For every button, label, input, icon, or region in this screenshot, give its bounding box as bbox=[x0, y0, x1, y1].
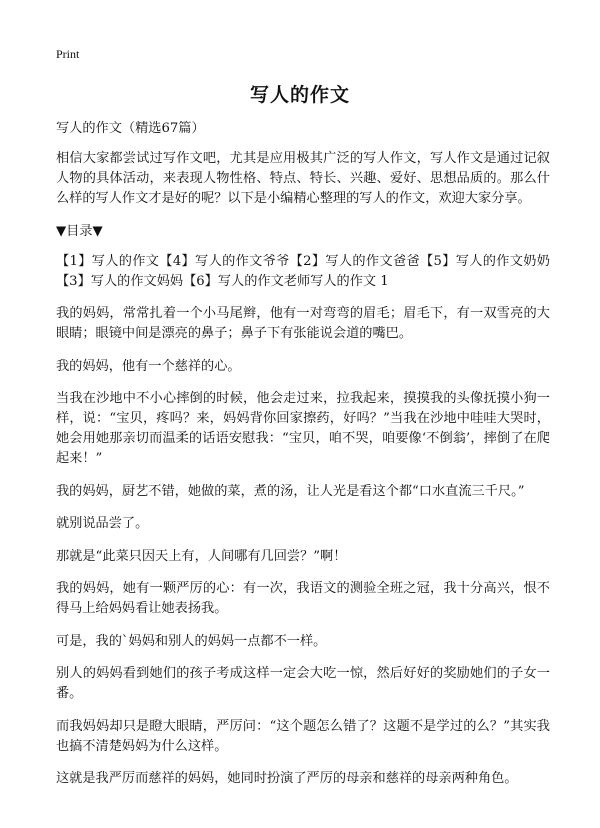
intro-paragraph: 相信大家都尝试过写作文吧，尤其是应用极其广泛的写人作文，写人作文是通过记叙人物的具体活动，来表现人物性格、特点、特长、兴趣、爱好、思想品质的。那么什么样的写人作文才是好的呢？以下是小编精心整理的写人的作文，欢迎大家分享。 bbox=[56, 151, 550, 206]
body-paragraph: 我的妈妈，常常扎着一个小马尾辫，他有一对弯弯的眉毛；眉毛下，有一双雪亮的大眼睛；眼镜中间是漂亮的鼻子；鼻子下有张能说会道的嘴巴。 bbox=[56, 306, 550, 341]
body-paragraph: 就别说品尝了。 bbox=[56, 516, 149, 531]
body-paragraph: 别人的妈妈看到她们的孩子考成这样一定会大吃一惊，然后好好的奖励她们的子女一番。 bbox=[56, 666, 550, 701]
body-paragraph: 这就是我严厉而慈祥的妈妈，她同时扮演了严厉的母亲和慈祥的母亲两种角色。 bbox=[56, 771, 518, 786]
body-paragraph: 而我妈妈却只是瞪大眼睛，严厉问：“这个题怎么错了？这题不是学过的么？”其实我也搞不清楚妈妈为什么这样。 bbox=[56, 718, 550, 754]
body-paragraph: 当我在沙地中不小心摔倒的时候，他会走过来，拉我起来，摸摸我的头像抚摸小狗一样，说：“宝贝，疼吗？来，妈妈背你回家擦药，好吗？”当我在沙地中哇哇大哭时，她会用她那亲切而温柔的话语安慰我：“宝贝，咱不哭，咱要像‘不倒翁’，摔倒了在爬起来！” bbox=[56, 391, 550, 466]
table-of-contents: 【1】写人的作文【4】写人的作文爷爷【2】写人的作文爸爸【5】写人的作文奶奶【3】写人的作文妈妈【6】写人的作文老师写人的作文 1 bbox=[56, 253, 550, 289]
document-title: 写人的作文 bbox=[249, 84, 350, 106]
body-paragraph: 我的妈妈，厨艺不错，她做的菜，煮的汤，让人光是看这个都“口水直流三千尺。” bbox=[56, 483, 525, 499]
document-body bbox=[56, 119, 550, 802]
toc-heading: ▼目录▼ bbox=[56, 223, 103, 239]
print-label: Print bbox=[56, 47, 80, 61]
document-subtitle: 写人的作文（精选67篇） bbox=[56, 121, 205, 136]
body-paragraph: 可是，我的`妈妈和别人的妈妈一点都不一样。 bbox=[56, 633, 327, 649]
body-paragraph: 那就是“此菜只因天上有，人间哪有几回尝？”啊！ bbox=[56, 548, 347, 564]
body-paragraph: 我的妈妈，他有一个慈祥的心。 bbox=[56, 358, 241, 374]
body-paragraph: 我的妈妈，她有一颗严厉的心：有一次，我语文的测验全班之冠，我十分高兴，恨不得马上给妈妈看让她表扬我。 bbox=[56, 581, 550, 616]
